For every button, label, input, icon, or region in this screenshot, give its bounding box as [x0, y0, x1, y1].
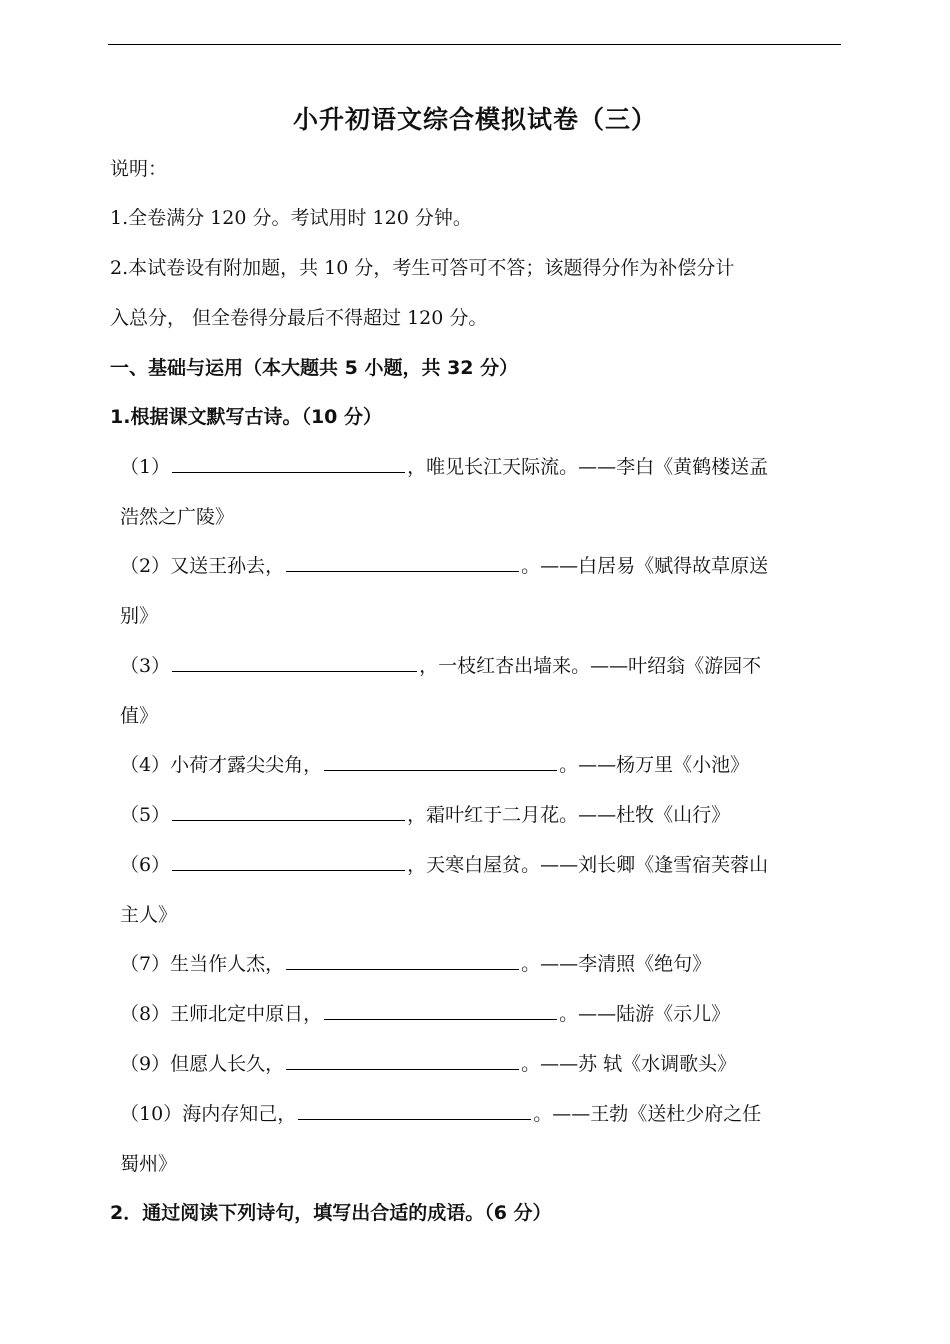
item-number: （7） — [120, 953, 171, 975]
poem-item-7 — [120, 951, 711, 977]
poem-item-6 — [120, 852, 768, 878]
answer-blank[interactable] — [286, 951, 519, 970]
item-prefix: 海内存知己， — [182, 1103, 297, 1125]
header-rule — [108, 44, 841, 45]
page-title: 小升初语文综合模拟试卷（三） — [292, 105, 657, 134]
poem-item-2 — [120, 553, 768, 579]
item-prefix: 又送王孙去， — [170, 555, 285, 577]
item-text: ，天寒白屋贫。——刘长卿《逢雪宿芙蓉山 — [407, 854, 769, 876]
item-prefix: 王师北定中原日， — [170, 1003, 323, 1025]
item-number: （4） — [120, 754, 171, 776]
intro-label: 说明： — [110, 158, 168, 180]
poem-item-4 — [120, 752, 749, 778]
poem-item-6-continuation: 主人》 — [120, 904, 178, 926]
answer-blank[interactable] — [286, 1051, 519, 1070]
item-text: 。——李清照《绝句》 — [521, 953, 712, 975]
item-text: ，一枝红杏出墙来。——叶绍翁《游园不 — [419, 655, 762, 677]
question-2-heading: 2．通过阅读下列诗句，填写出合适的成语。（6 分） — [110, 1202, 552, 1224]
poem-item-3 — [120, 653, 761, 679]
question-1-heading: 1.根据课文默写古诗。（10 分） — [110, 406, 382, 428]
item-text: 。——苏 轼《水调歌头》 — [521, 1053, 737, 1075]
poem-item-8 — [120, 1001, 730, 1027]
intro-item-2-line-1: 2.本试卷设有附加题，共 10 分，考生可答可不答；该题得分作为补偿分计 — [110, 257, 735, 279]
answer-blank[interactable] — [286, 553, 519, 572]
item-number: （6） — [120, 854, 171, 876]
answer-blank[interactable] — [324, 752, 557, 771]
poem-item-5 — [120, 802, 730, 828]
answer-blank[interactable] — [324, 1001, 557, 1020]
answer-blank[interactable] — [172, 852, 405, 871]
item-text: 。——白居易《赋得故草原送 — [521, 555, 769, 577]
answer-blank[interactable] — [172, 454, 405, 473]
item-prefix: 小荷才露尖尖角， — [170, 754, 323, 776]
item-number: （5） — [120, 804, 171, 826]
item-number: （3） — [120, 655, 171, 677]
answer-blank[interactable] — [172, 802, 405, 821]
item-number: （10） — [120, 1103, 183, 1125]
poem-item-1 — [120, 454, 768, 480]
poem-item-3-continuation: 值》 — [120, 705, 159, 727]
item-number: （1） — [120, 456, 171, 478]
poem-item-2-continuation: 别》 — [120, 605, 159, 627]
poem-item-10-continuation: 蜀州》 — [120, 1153, 178, 1175]
item-number: （9） — [120, 1053, 171, 1075]
intro-item-1: 1.全卷满分 120 分。考试用时 120 分钟。 — [110, 207, 472, 229]
item-text: ，唯见长江天际流。——李白《黄鹤楼送孟 — [407, 456, 769, 478]
item-number: （8） — [120, 1003, 171, 1025]
item-text: 。——王勃《送杜少府之任 — [533, 1103, 762, 1125]
section-1-heading: 一、基础与运用（本大题共 5 小题，共 32 分） — [110, 357, 519, 379]
poem-item-9 — [120, 1051, 736, 1077]
item-number: （2） — [120, 555, 171, 577]
item-text: ，霜叶红于二月花。——杜牧《山行》 — [407, 804, 731, 826]
answer-blank[interactable] — [172, 653, 417, 672]
intro-item-2-line-2: 入总分， 但全卷得分最后不得超过 120 分。 — [110, 307, 488, 329]
item-text: 。——陆游《示儿》 — [559, 1003, 731, 1025]
poem-item-10 — [120, 1101, 761, 1127]
poem-item-1-continuation: 浩然之广陵》 — [120, 506, 235, 528]
answer-blank[interactable] — [298, 1101, 531, 1120]
item-text: 。——杨万里《小池》 — [559, 754, 750, 776]
item-prefix: 生当作人杰， — [170, 953, 285, 975]
item-prefix: 但愿人长久， — [170, 1053, 285, 1075]
